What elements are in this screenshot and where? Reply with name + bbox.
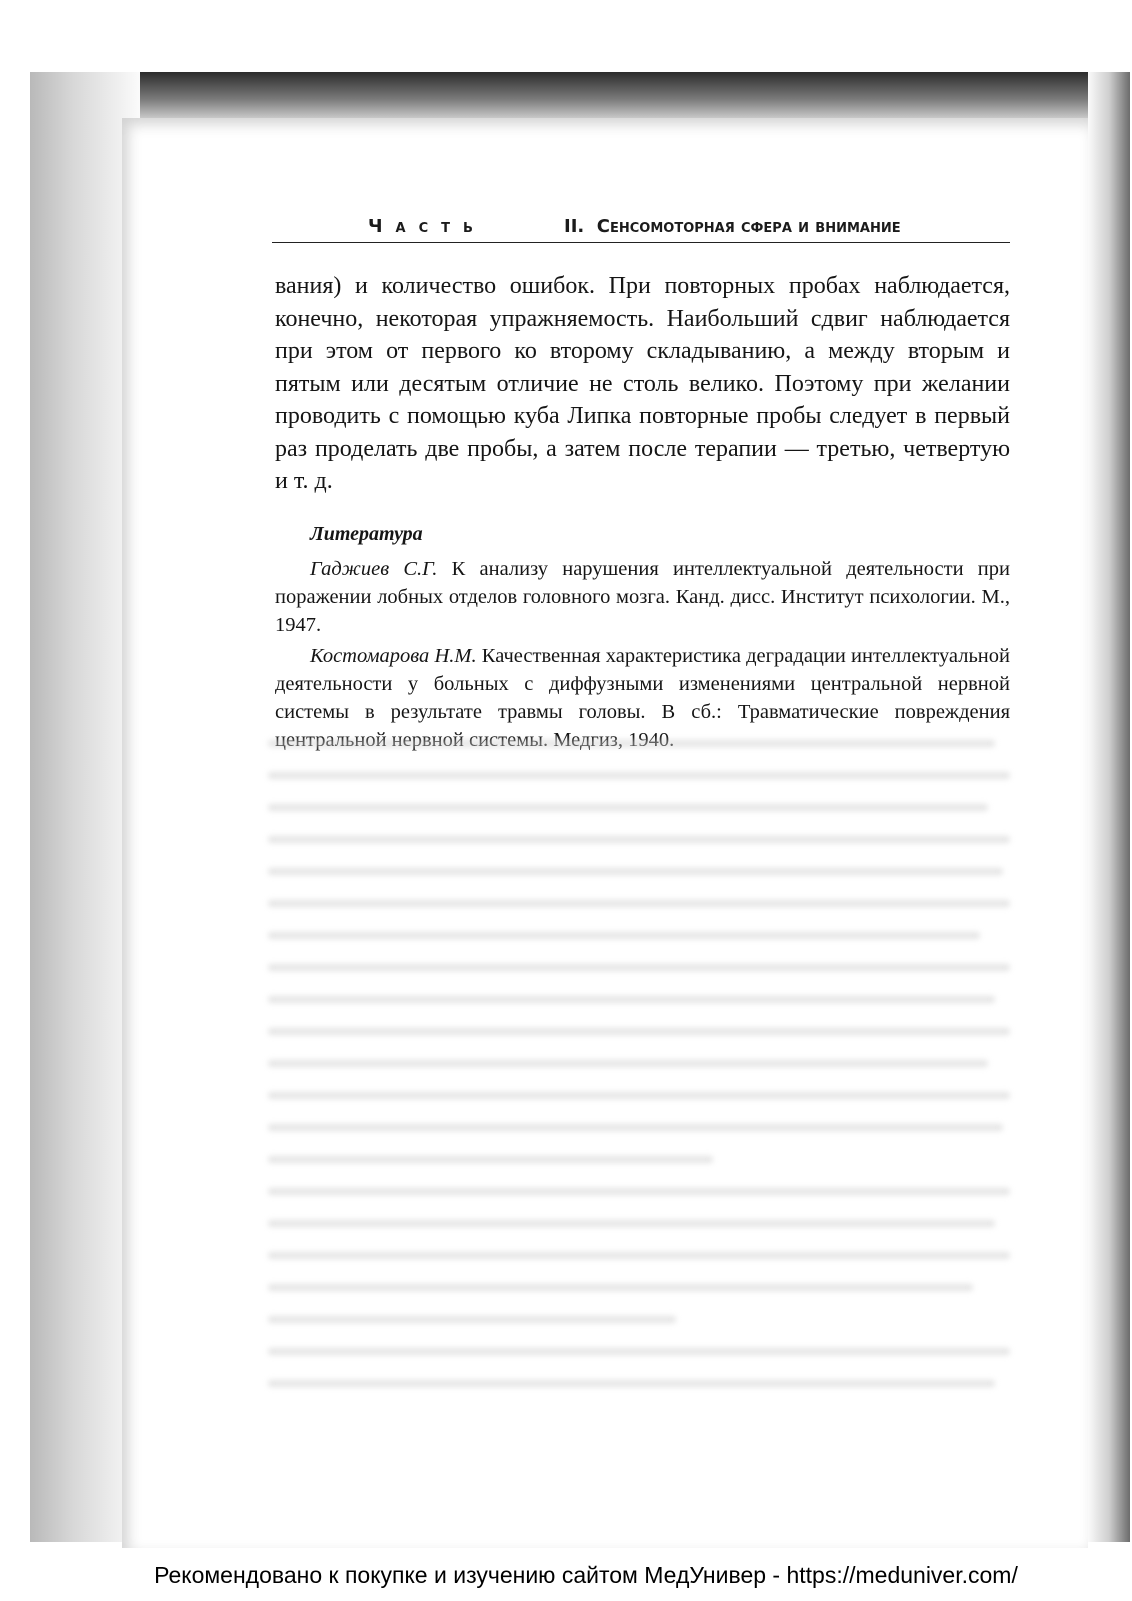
running-head-part: Часть xyxy=(368,216,486,237)
reference-item xyxy=(275,555,1010,639)
bleed-through-text xyxy=(268,740,1010,1440)
reference-text: К анализу нарушения интеллектуальной деятельности при поражении лобных отделов головного мозга. Канд. дисс. Институт психологии. М., 1947. xyxy=(275,558,1010,636)
reference-text: Качественная характеристика деградации интеллектуальной деятельности у больных с диффузными изменениями центральной нервной системы в результате травмы головы. В сб.: Травматические повреждения xyxy=(275,645,1010,723)
reference-author: Костомарова Н.М. xyxy=(310,645,477,667)
running-head-section: Сенсомоторная сфера и внимание xyxy=(596,216,901,237)
reference-item xyxy=(275,642,1010,754)
running-head xyxy=(272,212,1010,243)
running-head-number: II. xyxy=(564,216,585,237)
reference-author: Гаджиев С.Г. xyxy=(310,558,438,580)
running-head-title xyxy=(564,216,901,237)
footer-watermark: Рекомендовано к покупке и изучению сайтом МедУнивер - https://meduniver.com/ xyxy=(154,1562,1018,1588)
body-paragraph: вания) и количество ошибок. При повторных пробах наблюдается, конечно, некоторая упражняемость. Наибольший сдвиг наблюдается при этом от первого ко второму складыванию, а между вторым и пятым или десятым отличие не столь велико. Поэтому при желании проводить с помощью куба Липка повторные пробы следует в первый раз проделать две пробы, а затем после терапии — третью, четвертую и т. д. xyxy=(275,273,1010,494)
literature-heading: Литература xyxy=(310,523,423,545)
scan-shadow-right xyxy=(1088,72,1130,1542)
